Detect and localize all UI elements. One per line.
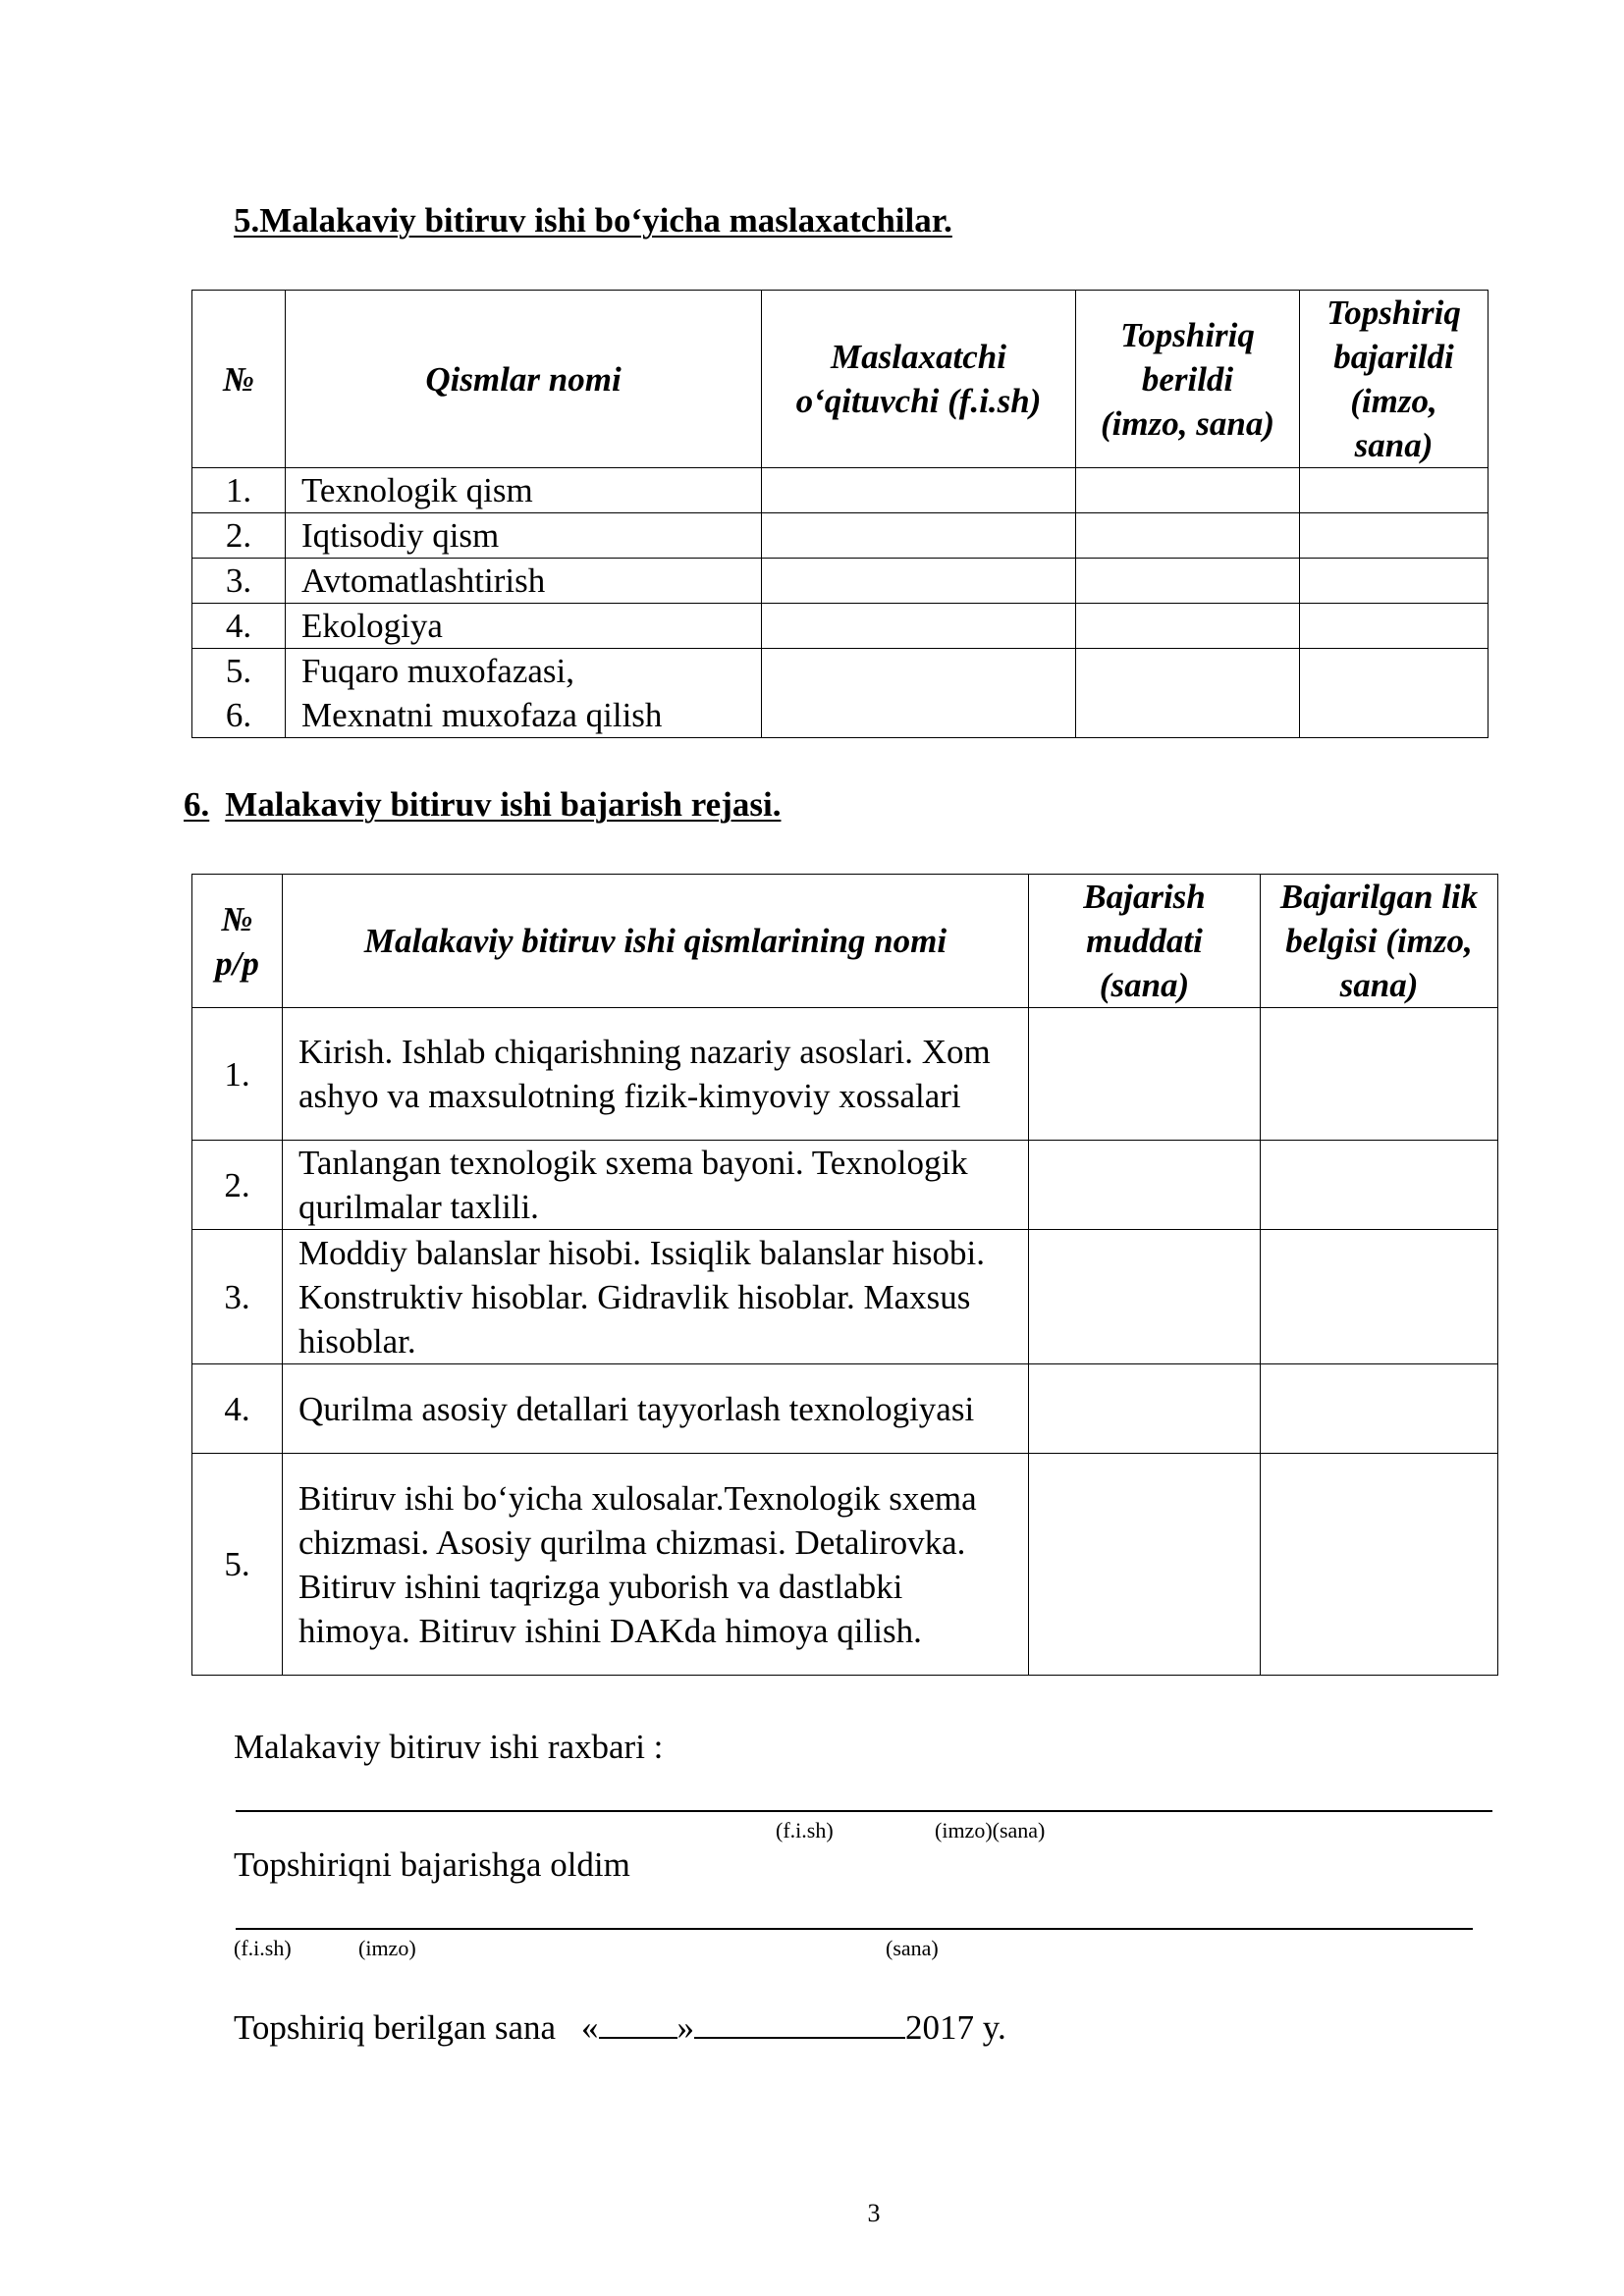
accepted-label: Topshiriqni bajarishga oldim <box>234 1845 630 1884</box>
row-number-b: 6. <box>225 696 252 734</box>
accepted-imzo-caption: (imzo) <box>358 1936 416 1960</box>
day-blank <box>599 2011 677 2039</box>
header-task-given: Topshiriq berildi (imzo, sana) <box>1076 291 1300 468</box>
year-text: 2017 y. <box>905 2008 1006 2047</box>
header-num-a: № <box>221 899 253 938</box>
header-num <box>192 875 283 1008</box>
advisor-cell <box>762 604 1076 649</box>
supervisor-fish-caption: (f.i.sh) <box>776 1818 834 1842</box>
row-number: 2. <box>192 513 286 559</box>
row-number-a: 5. <box>225 652 252 690</box>
header-advisor: Maslaxatchi o‘qituvchi (f.i.sh) <box>762 291 1076 468</box>
row-number: 4. <box>192 604 286 649</box>
completion-mark-cell <box>1261 1141 1498 1230</box>
deadline-cell <box>1029 1364 1261 1454</box>
part-name: Texnologik qism <box>286 468 762 513</box>
part-name <box>286 649 762 738</box>
plan-table-header <box>192 875 1498 1008</box>
table-row <box>192 513 1489 559</box>
deadline-cell <box>1029 1008 1261 1141</box>
task-given-cell <box>1076 468 1300 513</box>
task-done-cell <box>1300 649 1489 738</box>
row-number: 4. <box>192 1364 283 1454</box>
supervisor-signature-line <box>236 1810 1492 1812</box>
header-deadline: Bajarish muddati (sana) <box>1029 875 1261 1008</box>
task-date-line <box>234 2008 1006 2048</box>
part-name: Ekologiya <box>286 604 762 649</box>
table-row <box>192 468 1489 513</box>
deadline-cell <box>1029 1230 1261 1364</box>
plan-item-text: Moddiy balanslar hisobi. Issiqlik balanslar hisobi. Konstruktiv hisoblar. Gidravlik hisoblar. Maxsus hisoblar. <box>283 1230 1029 1364</box>
plan-table <box>191 874 1498 1676</box>
header-num: № <box>192 291 286 468</box>
advisor-cell <box>762 468 1076 513</box>
deadline-cell <box>1029 1454 1261 1676</box>
task-given-cell <box>1076 604 1300 649</box>
table-row <box>192 1454 1498 1676</box>
section-5-title: 5.Malakaviy bitiruv ishi bo‘yicha maslaxatchilar. <box>234 201 952 240</box>
task-given-cell <box>1076 513 1300 559</box>
table-row <box>192 1230 1498 1364</box>
plan-item-text: Tanlangan texnologik sxema bayoni. Texnologik qurilmalar taxlili. <box>283 1141 1029 1230</box>
deadline-cell <box>1029 1141 1261 1230</box>
completion-mark-cell <box>1261 1364 1498 1454</box>
row-number: 1. <box>192 1008 283 1141</box>
supervisor-label: Malakaviy bitiruv ishi raxbari : <box>234 1728 664 1766</box>
quote-close: » <box>677 2008 695 2047</box>
advisor-cell <box>762 513 1076 559</box>
part-name-b: Mexnatni muxofaza qilish <box>301 696 663 734</box>
header-task-done: Topshiriq bajarildi (imzo, sana) <box>1300 291 1489 468</box>
completion-mark-cell <box>1261 1454 1498 1676</box>
plan-item-text: Bitiruv ishi bo‘yicha xulosalar.Texnologik sxema chizmasi. Asosiy qurilma chizmasi. Detalirovka. Bitiruv ishini taqrizga yuborish va dastlabki himoya. Bitiruv ishini DAKda himoya qilish. <box>283 1454 1029 1676</box>
task-given-cell <box>1076 559 1300 604</box>
completion-mark-cell <box>1261 1008 1498 1141</box>
table-row <box>192 649 1489 738</box>
header-num-b: p/p <box>215 943 259 983</box>
task-done-cell <box>1300 604 1489 649</box>
completion-mark-cell <box>1261 1230 1498 1364</box>
row-number: 5. <box>192 1454 283 1676</box>
task-date-label: Topshiriq berilgan sana <box>234 2008 557 2047</box>
row-number: 3. <box>192 1230 283 1364</box>
quote-open: « <box>581 2008 599 2047</box>
table-row <box>192 1008 1498 1141</box>
row-number: 2. <box>192 1141 283 1230</box>
header-completion-mark: Bajarilgan lik belgisi (imzo, sana) <box>1261 875 1498 1008</box>
table-row <box>192 1141 1498 1230</box>
month-blank <box>694 2011 905 2039</box>
row-number: 1. <box>192 468 286 513</box>
accepted-signature-line <box>236 1928 1473 1930</box>
part-name: Iqtisodiy qism <box>286 513 762 559</box>
page-number: 3 <box>867 2199 881 2227</box>
header-plan-name: Malakaviy bitiruv ishi qismlarining nomi <box>283 875 1029 1008</box>
advisors-table <box>191 290 1489 738</box>
task-given-cell <box>1076 649 1300 738</box>
part-name: Avtomatlashtirish <box>286 559 762 604</box>
table-row <box>192 559 1489 604</box>
row-number <box>192 649 286 738</box>
table-row <box>192 604 1489 649</box>
advisors-table-header <box>192 291 1489 468</box>
table-row <box>192 1364 1498 1454</box>
plan-item-text: Kirish. Ishlab chiqarishning nazariy asoslari. Xom ashyo va maxsulotning fizik-kimyoviy xossalari <box>283 1008 1029 1141</box>
section-6-number: 6. <box>184 785 210 824</box>
section-6-title <box>184 785 781 825</box>
task-done-cell <box>1300 513 1489 559</box>
supervisor-imzo-sana-caption: (imzo)(sana) <box>935 1818 1046 1842</box>
task-done-cell <box>1300 559 1489 604</box>
advisor-cell <box>762 649 1076 738</box>
task-done-cell <box>1300 468 1489 513</box>
row-number: 3. <box>192 559 286 604</box>
accepted-sana-caption: (sana) <box>886 1936 939 1960</box>
header-part-name: Qismlar nomi <box>286 291 762 468</box>
section-6-title-text: Malakaviy bitiruv ishi bajarish rejasi. <box>225 785 782 824</box>
plan-item-text: Qurilma asosiy detallari tayyorlash texnologiyasi <box>283 1364 1029 1454</box>
accepted-fish-caption: (f.i.sh) <box>234 1936 292 1960</box>
part-name-a: Fuqaro muxofazasi, <box>301 652 574 690</box>
advisor-cell <box>762 559 1076 604</box>
